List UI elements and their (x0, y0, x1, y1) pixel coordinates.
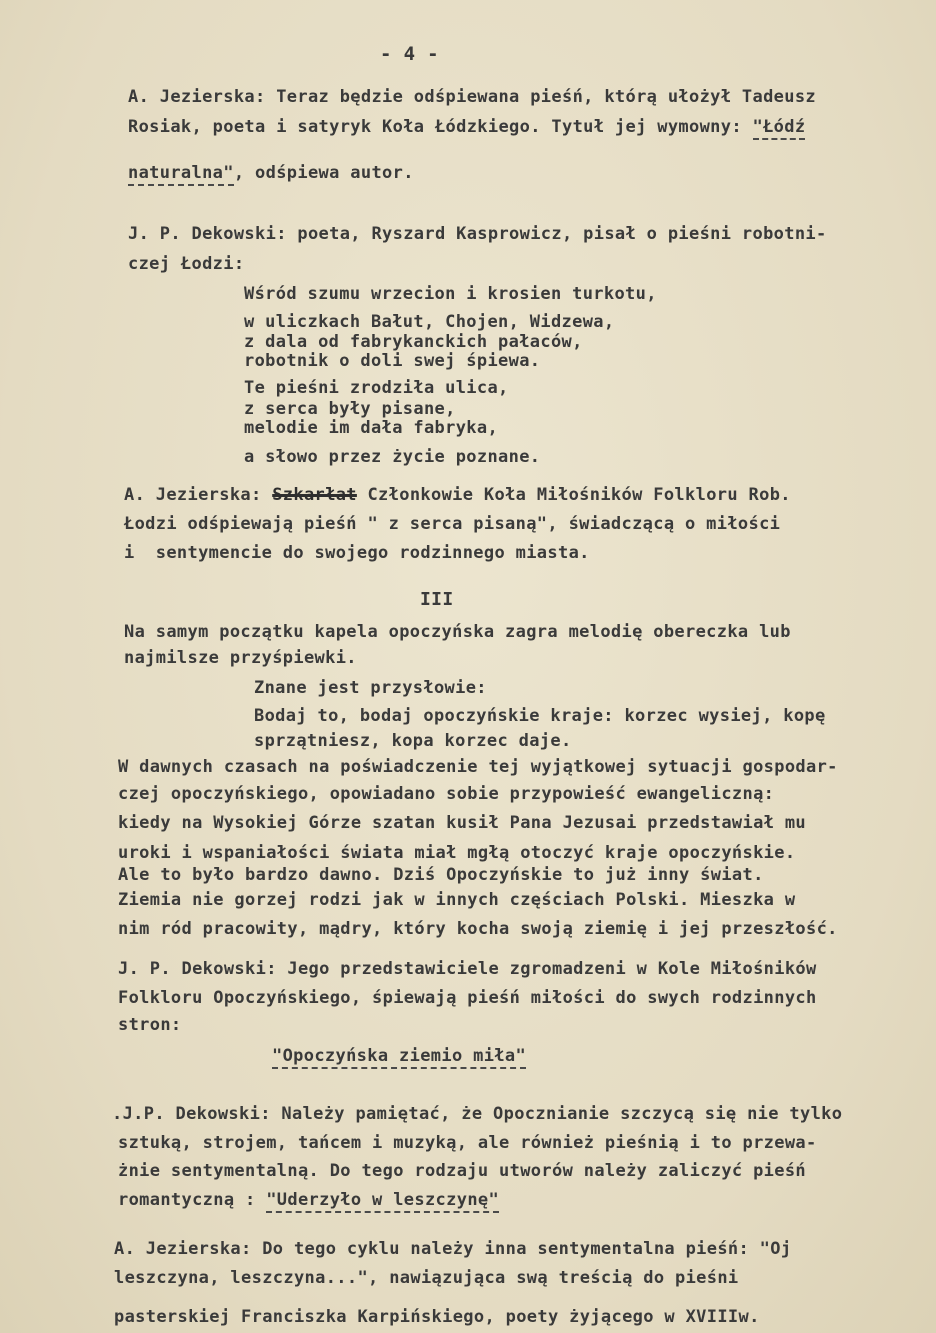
text-line: najmilsze przyśpiewki. (124, 648, 357, 668)
poem-verse: z serca były pisane, (244, 399, 456, 419)
text-line: czej Łodzi: (128, 254, 245, 274)
song-title (272, 1046, 526, 1066)
text-line: .J.P. Dekowski: Należy pamiętać, że Opocznianie szczycą się nie tylko (112, 1104, 843, 1124)
song-title-underlined: "Opoczyńska ziemio miła" (272, 1046, 526, 1069)
proverb-line: sprzątniesz, kopa korzec daje. (254, 731, 572, 751)
text-line (128, 117, 805, 137)
text-line: czej opoczyńskiego, opowiadano sobie przypowieść ewangeliczną: (118, 784, 775, 804)
text-line: Folkloru Opoczyńskiego, śpiewają pieśń miłości do swych rodzinnych (118, 988, 817, 1008)
text-line: kiedy na Wysokiej Górze szatan kusił Pana Jezusai przedstawiał mu (118, 813, 807, 833)
text-line: J. P. Dekowski: poeta, Ryszard Kasprowicz, pisał o pieśni robotni- (128, 224, 827, 244)
poem-verse: melodie im dała fabryka, (244, 418, 499, 438)
text-line (128, 163, 414, 183)
text-line: stron: (118, 1015, 182, 1035)
text-line: Znane jest przysłowie: (254, 678, 487, 698)
song-title-underlined: "Łódź (753, 117, 806, 140)
poem-verse: w uliczkach Bałut, Chojen, Widzewa, (244, 312, 615, 332)
text-line: sztuką, strojem, tańcem i muzyką, ale również pieśnią i to przewa- (118, 1133, 817, 1153)
text-line: nim ród pracowity, mądry, który kocha swoją ziemię i jej przeszłość. (118, 919, 838, 939)
poem-verse: z dala od fabrykanckich pałaców, (244, 332, 583, 352)
text-segment: romantyczną : (118, 1190, 267, 1210)
poem-verse: a słowo przez życie poznane. (244, 447, 541, 467)
text-line: pasterskiej Franciszka Karpińskiego, poety żyjącego w XVIIIw. (114, 1307, 760, 1327)
section-heading: III (420, 589, 454, 610)
struck-word: Szkarłat (272, 485, 357, 505)
poem-verse: robotnik o doli swej śpiewa. (244, 351, 541, 371)
text-line: i sentymencie do swojego rodzinnego miasta. (124, 543, 590, 563)
text-line: Ziemia nie gorzej rodzi jak w innych częściach Polski. Mieszka w (118, 890, 796, 910)
text-line (124, 485, 791, 505)
text-segment: Rosiak, poeta i satyryk Koła Łódzkiego. Tytuł jej wymowny: (128, 117, 753, 137)
text-segment: A. Jezierska: (124, 485, 273, 505)
text-line: Łodzi odśpiewają pieśń " z serca pisaną", świadczącą o miłości (124, 514, 781, 534)
poem-verse: Wśród szumu wrzecion i krosien turkotu, (244, 284, 657, 304)
text-line: leszczyna, leszczyna...", nawiązująca swą treścią do pieśni (114, 1268, 739, 1288)
song-title-underlined: "Uderzyło w leszczynę" (266, 1190, 499, 1213)
text-segment: Członkowie Koła Miłośników Folkloru Rob. (356, 485, 791, 505)
text-line: żnie sentymentalną. Do tego rodzaju utworów należy zaliczyć pieśń (118, 1161, 807, 1181)
poem-verse: Te pieśni zrodziła ulica, (244, 378, 509, 398)
text-line: A. Jezierska: Do tego cyklu należy inna sentymentalna pieśń: "Oj (114, 1239, 792, 1259)
text-line: W dawnych czasach na poświadczenie tej wyjątkowej sytuacji gospodar- (118, 757, 838, 777)
text-line: Na samym początku kapela opoczyńska zagra melodię obereczka lub (124, 622, 791, 642)
text-line: uroki i wspaniałości świata miał mgłą otoczyć kraje opoczyńskie. (118, 843, 796, 863)
text-segment: , odśpiewa autor. (233, 163, 414, 183)
text-line: J. P. Dekowski: Jego przedstawiciele zgromadzeni w Kole Miłośników (118, 959, 817, 979)
text-line (118, 1190, 499, 1210)
text-line: Ale to było bardzo dawno. Dziś Opoczyńskie to już inny świat. (118, 865, 764, 885)
text-line: A. Jezierska: Teraz będzie odśpiewana pieśń, którą ułożył Tadeusz (128, 87, 817, 107)
proverb-line: Bodaj to, bodaj opoczyńskie kraje: korzec wysiej, kopę (254, 706, 826, 726)
song-title-underlined: naturalna" (128, 163, 234, 186)
page-number: - 4 - (380, 43, 439, 65)
